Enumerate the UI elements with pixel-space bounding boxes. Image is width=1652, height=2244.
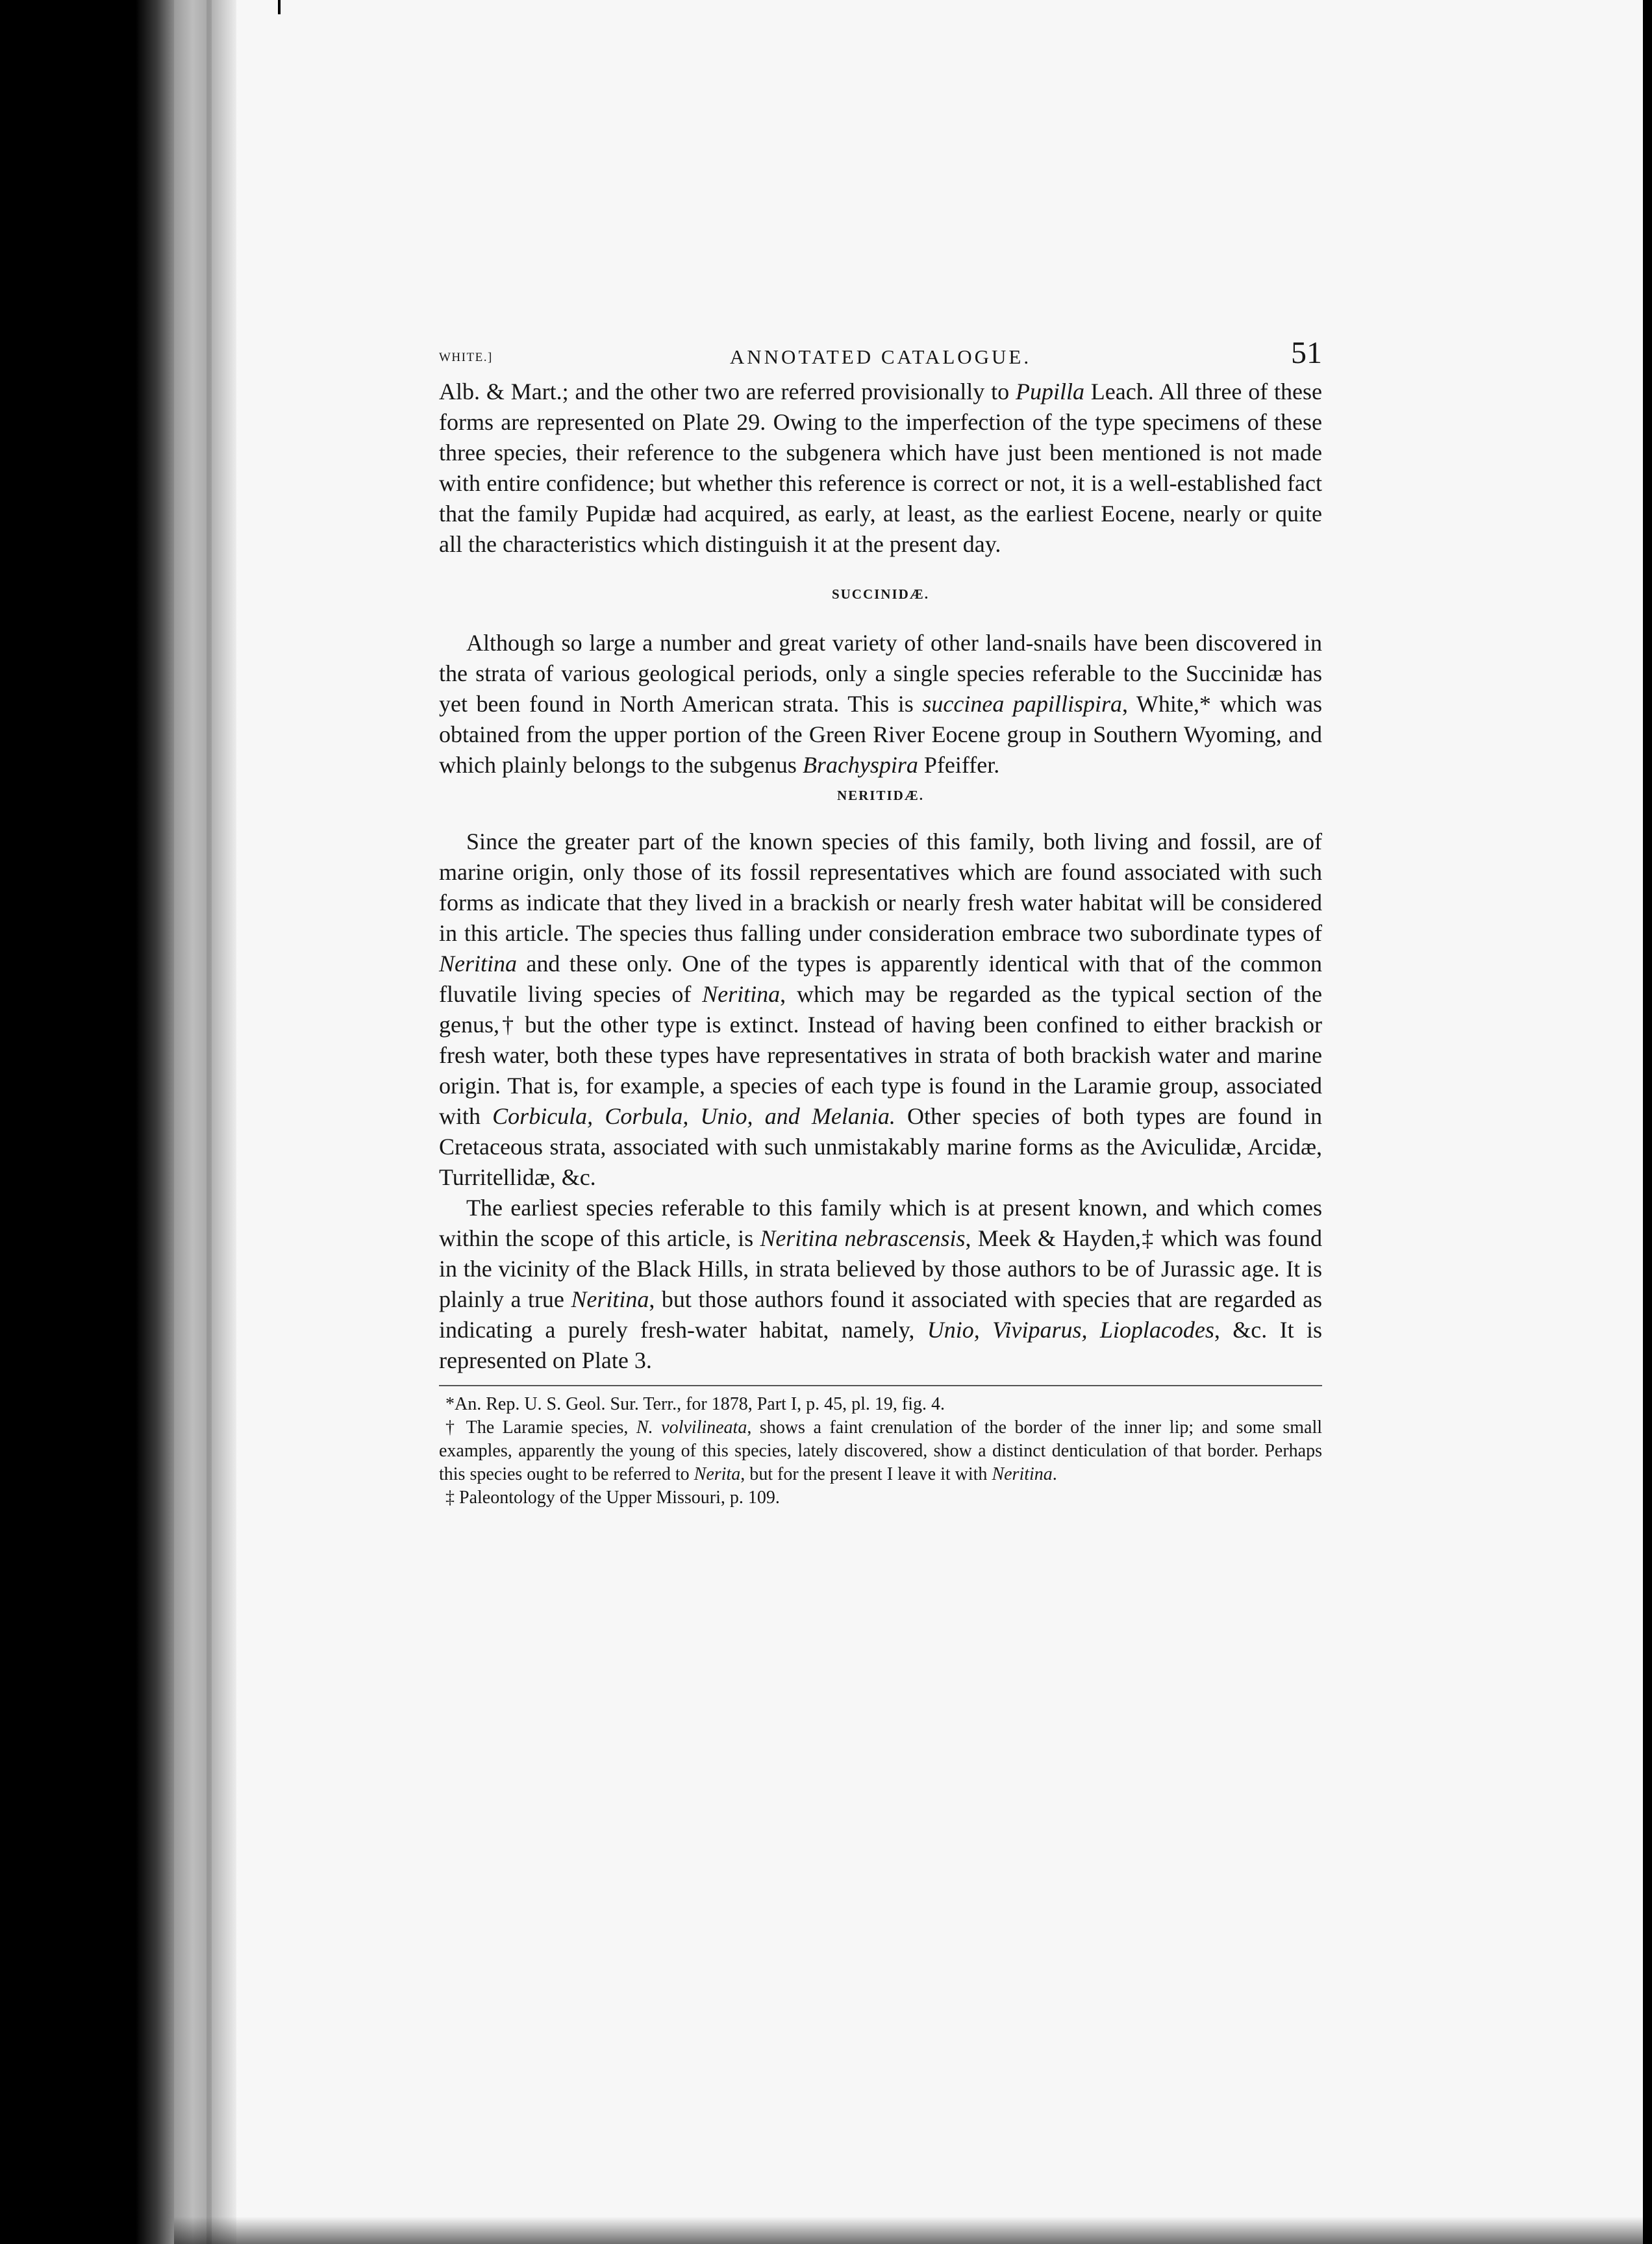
footnotes bbox=[439, 1393, 1322, 1510]
text-run: , but for the present I leave it with bbox=[740, 1464, 992, 1484]
scan-dark-margin bbox=[0, 0, 174, 2244]
italic-genus: Brachyspira bbox=[802, 752, 918, 778]
text-run: Although so large a number and great variety of other land-snails have been discovered in the strata of various geological periods, only a single species referable to the Succinidæ has yet been found in North American strata. This is bbox=[439, 630, 1322, 717]
text-run: and these only. One of the types is apparently identical with that of the common fluvatile living species of bbox=[439, 951, 1322, 1007]
running-head-title: ANNOTATED CATALOGUE. bbox=[729, 345, 1032, 368]
italic-genus: Neritina bbox=[571, 1286, 649, 1312]
italic-genus: Pupilla bbox=[1015, 379, 1084, 405]
page-binding-shadow bbox=[174, 0, 236, 2244]
text-run: , &c. It is represented on Plate 3. bbox=[439, 1317, 1322, 1373]
text-run: , Meek & Hayden,‡ which was found in the vicinity of the Black Hills, in strata believed by those authors to be of Jurassic age. It is plainly a true bbox=[439, 1225, 1322, 1312]
text-run: † The Laramie species, bbox=[445, 1417, 636, 1438]
italic-genus: Nerita bbox=[694, 1464, 741, 1484]
text-run: , shows a faint crenulation of the border of the inner lip; and some small examples, apparently the young of this species, lately discovered, show a distinct denticulation of that border. Perhaps this species ought to be referred to bbox=[439, 1417, 1322, 1484]
paragraph-neritidae-intro bbox=[439, 827, 1322, 1193]
italic-genus: Neritina bbox=[439, 951, 518, 977]
italic-genus: Neritina bbox=[702, 981, 781, 1007]
footnote-asterisk: *An. Rep. U. S. Geol. Sur. Terr., for 1878, Part I, p. 45, pl. 19, fig. 4. bbox=[445, 1394, 945, 1414]
scan-right-edge bbox=[1643, 0, 1652, 2244]
running-head bbox=[439, 331, 1322, 377]
italic-genera: Unio, Viviparus, Lioplacodes bbox=[927, 1317, 1214, 1343]
section-heading-neritidae: NERITIDÆ. bbox=[836, 788, 925, 803]
italic-genera: Corbicula, Corbula, Unio, and Melania. bbox=[492, 1103, 895, 1129]
text-run: , but those authors found it associated with species that are regarded as indicating a purely fresh-water habitat, namely, bbox=[439, 1286, 1322, 1343]
body-text bbox=[439, 377, 1322, 1376]
italic-species: N. volvilineata bbox=[636, 1417, 747, 1438]
scan-bottom-edge bbox=[174, 2217, 1643, 2244]
binding-crease bbox=[206, 0, 212, 2244]
italic-species: succinea papillispira bbox=[922, 691, 1122, 717]
italic-genus: Neritina bbox=[992, 1464, 1053, 1484]
running-head-author: WHITE.] bbox=[439, 351, 493, 364]
text-run: Since the greater part of the known species of this family, both living and fossil, are of marine origin, only those of its fossil representatives which are found associated with such forms as indicate that they lived in a brackish or nearly fresh water habitat will be considered in this article. The species thus falling under consideration embrace two subordinate types of bbox=[439, 829, 1322, 946]
footnote-dagger bbox=[439, 1416, 1322, 1486]
text-run: , which may be regarded as the typical section of the genus,† but the other type is extinct. Instead of having been confined to either brackish or fresh water, both these types have representatives in strata of both brackish water and marine origin. That is, for example, a species of each type is found in the Laramie group, associated with bbox=[439, 981, 1322, 1129]
text-run: The earliest species referable to this family which is at present known, and which comes within the scope of this article, is bbox=[439, 1195, 1322, 1251]
paragraph-succinidae bbox=[439, 628, 1322, 780]
italic-species: Neritina nebrascensis bbox=[760, 1225, 966, 1251]
paragraph-neritina-nebrascensis bbox=[439, 1193, 1322, 1376]
text-run: Other species of both types are found in Cretaceous strata, associated with such unmistakably marine forms as the Aviculidæ, Arcidæ, Turritellidæ, &c. bbox=[439, 1103, 1323, 1190]
text-run: . bbox=[1052, 1464, 1057, 1484]
footnote-double-dagger: ‡ Paleontology of the Upper Missouri, p. 109. bbox=[445, 1488, 780, 1508]
page-number: 51 bbox=[1291, 336, 1322, 370]
section-heading-succinidae: SUCCINIDÆ. bbox=[831, 586, 930, 602]
paragraph-pupidae-conclusion bbox=[439, 377, 1322, 560]
text-run: Leach. All three of these forms are represented on Plate 29. Owing to the imperfection of the type specimens of these three species, their reference to the subgenera which have just been mentioned is not made with entire confidence; but whether this reference is correct or not, it is a well-established fact that the family Pupidæ had acquired, as early, at least, as the earliest Eocene, nearly or quite all the characteristics which distinguish it at the present day. bbox=[439, 379, 1322, 557]
text-run: , White,* which was obtained from the upper portion of the Green River Eocene group in Southern Wyoming, and which plainly belongs to the subgenus bbox=[439, 691, 1322, 778]
text-run: Pfeiffer. bbox=[918, 752, 1000, 778]
text-run: Alb. & Mart.; and the other two are referred provisionally to bbox=[439, 379, 1016, 405]
scan-top-mark bbox=[278, 0, 281, 14]
document-page bbox=[439, 331, 1322, 1510]
footnote-rule bbox=[439, 1385, 1322, 1386]
